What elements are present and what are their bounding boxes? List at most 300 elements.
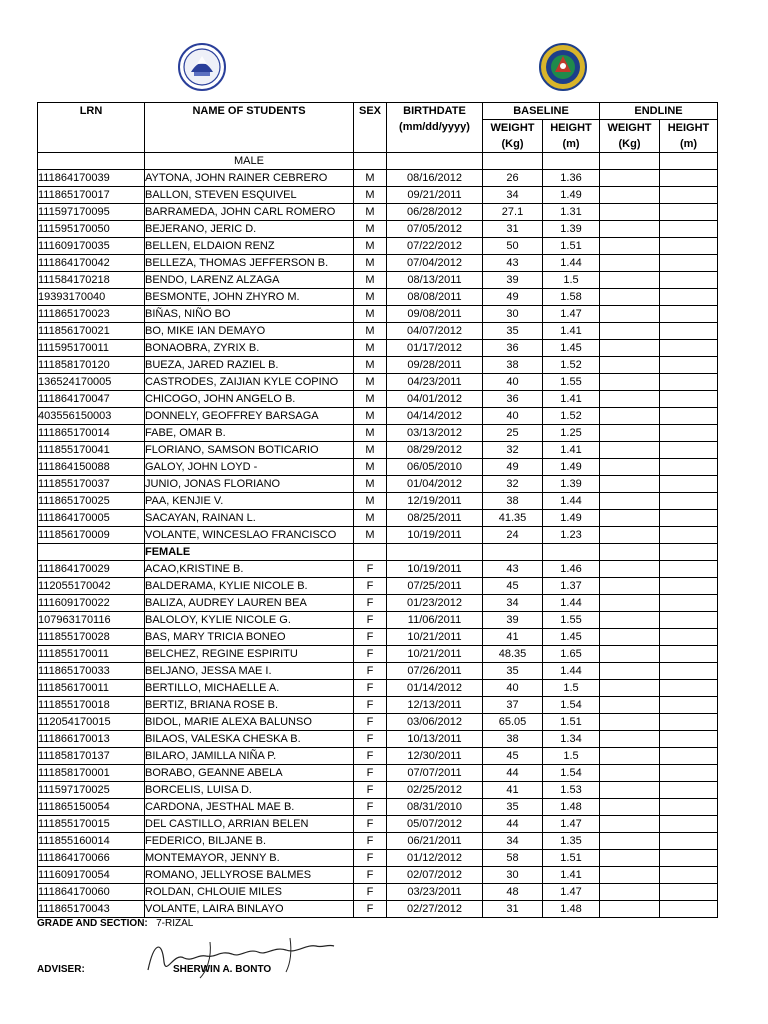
endline-height-cell <box>660 357 718 374</box>
birthdate-cell: 03/13/2012 <box>387 425 483 442</box>
table-row <box>38 272 718 289</box>
student-name-cell: VOLANTE, LAIRA BINLAYO <box>145 901 354 918</box>
header-name: NAME OF STUDENTS <box>145 103 354 153</box>
lrn-cell: 111865170025 <box>38 493 145 510</box>
baseline-weight-cell: 39 <box>483 272 543 289</box>
endline-weight-cell <box>600 493 660 510</box>
student-name-cell: BERTIZ, BRIANA ROSE B. <box>145 697 354 714</box>
baseline-weight-cell: 48.35 <box>483 646 543 663</box>
endline-weight-cell <box>600 204 660 221</box>
student-name-cell: BARRAMEDA, JOHN CARL ROMERO <box>145 204 354 221</box>
table-row <box>38 204 718 221</box>
birthdate-cell: 01/17/2012 <box>387 340 483 357</box>
endline-weight-cell <box>600 527 660 544</box>
lrn-cell: 111864150088 <box>38 459 145 476</box>
baseline-height-cell: 1.58 <box>543 289 600 306</box>
endline-height-cell <box>660 799 718 816</box>
student-name-cell: BIDOL, MARIE ALEXA BALUNSO <box>145 714 354 731</box>
birthdate-cell: 04/23/2011 <box>387 374 483 391</box>
baseline-height-cell: 1.41 <box>543 391 600 408</box>
endline-weight-cell <box>600 714 660 731</box>
endline-weight-cell <box>600 323 660 340</box>
baseline-weight-cell: 25 <box>483 425 543 442</box>
baseline-height-cell: 1.44 <box>543 493 600 510</box>
table-row <box>38 867 718 884</box>
baseline-height-cell: 1.31 <box>543 204 600 221</box>
lrn-cell: 111609170035 <box>38 238 145 255</box>
sex-cell: M <box>354 340 387 357</box>
baseline-height-cell: 1.46 <box>543 561 600 578</box>
baseline-weight-cell: 41.35 <box>483 510 543 527</box>
birthdate-cell: 03/06/2012 <box>387 714 483 731</box>
roster-body <box>38 153 718 918</box>
lrn-cell: 111856170009 <box>38 527 145 544</box>
student-name-cell: BORCELIS, LUISA D. <box>145 782 354 799</box>
student-name-cell: DONNELY, GEOFFREY BARSAGA <box>145 408 354 425</box>
grade-section-label: GRADE AND SECTION: <box>37 918 148 929</box>
baseline-weight-cell: 36 <box>483 340 543 357</box>
baseline-weight-cell: 27.1 <box>483 204 543 221</box>
table-row <box>38 782 718 799</box>
header-baseline-height <box>543 120 600 153</box>
table-row <box>38 170 718 187</box>
birthdate-cell: 04/14/2012 <box>387 408 483 425</box>
baseline-height-cell: 1.54 <box>543 697 600 714</box>
sex-cell: M <box>354 527 387 544</box>
sex-cell: M <box>354 493 387 510</box>
lrn-cell: 107963170116 <box>38 612 145 629</box>
birthdate-cell: 06/05/2010 <box>387 459 483 476</box>
header-baseline-weight <box>483 120 543 153</box>
endline-weight-cell <box>600 476 660 493</box>
lrn-cell: 111856170011 <box>38 680 145 697</box>
endline-height-cell <box>660 442 718 459</box>
lrn-cell: 111866170013 <box>38 731 145 748</box>
birthdate-cell: 07/26/2011 <box>387 663 483 680</box>
table-row <box>38 714 718 731</box>
endline-height-cell <box>660 187 718 204</box>
lrn-cell: 111865170033 <box>38 663 145 680</box>
birthdate-cell: 08/13/2011 <box>387 272 483 289</box>
birthdate-cell: 03/23/2011 <box>387 884 483 901</box>
lrn-cell: 111864170039 <box>38 170 145 187</box>
baseline-weight-cell: 34 <box>483 187 543 204</box>
sex-cell: M <box>354 442 387 459</box>
lrn-cell: 111584170218 <box>38 272 145 289</box>
student-name-cell: JUNIO, JONAS FLORIANO <box>145 476 354 493</box>
table-row <box>38 816 718 833</box>
table-row <box>38 255 718 272</box>
height-unit: (m) <box>562 138 580 150</box>
baseline-weight-cell: 43 <box>483 561 543 578</box>
birthdate-cell: 07/04/2012 <box>387 255 483 272</box>
endline-weight-cell <box>600 391 660 408</box>
endline-weight-cell <box>600 238 660 255</box>
lrn-cell: 111855170028 <box>38 629 145 646</box>
endline-weight-cell <box>600 646 660 663</box>
endline-height-cell <box>660 867 718 884</box>
student-name-cell: FEDERICO, BILJANE B. <box>145 833 354 850</box>
table-row <box>38 680 718 697</box>
lrn-cell: 111858170137 <box>38 748 145 765</box>
table-row <box>38 306 718 323</box>
sex-cell: M <box>354 425 387 442</box>
sex-cell: F <box>354 697 387 714</box>
endline-height-cell <box>660 459 718 476</box>
endline-height-cell <box>660 731 718 748</box>
birthdate-cell: 06/28/2012 <box>387 204 483 221</box>
baseline-height-cell: 1.34 <box>543 731 600 748</box>
baseline-weight-cell: 40 <box>483 408 543 425</box>
table-row <box>38 731 718 748</box>
baseline-weight-cell: 43 <box>483 255 543 272</box>
weight-unit: (Kg) <box>618 138 641 150</box>
endline-weight-cell <box>600 731 660 748</box>
adviser-name: SHERWIN A. BONTO <box>173 964 272 975</box>
endline-height-cell <box>660 204 718 221</box>
baseline-weight-cell: 44 <box>483 816 543 833</box>
sex-cell: F <box>354 884 387 901</box>
endline-height-cell <box>660 765 718 782</box>
baseline-weight-cell: 40 <box>483 680 543 697</box>
sex-cell: M <box>354 476 387 493</box>
endline-height-cell <box>660 170 718 187</box>
sex-cell: M <box>354 272 387 289</box>
endline-weight-cell <box>600 510 660 527</box>
baseline-weight-cell: 50 <box>483 238 543 255</box>
female-section-label: FEMALE <box>145 544 354 561</box>
endline-height-cell <box>660 255 718 272</box>
sex-cell: F <box>354 901 387 918</box>
baseline-weight-cell: 49 <box>483 289 543 306</box>
student-name-cell: GALOY, JOHN LOYD - <box>145 459 354 476</box>
baseline-height-cell: 1.5 <box>543 272 600 289</box>
header-endline: ENDLINE <box>600 103 718 120</box>
lrn-cell: 111855160014 <box>38 833 145 850</box>
empty-cell <box>38 544 145 561</box>
baseline-height-cell: 1.45 <box>543 629 600 646</box>
endline-weight-cell <box>600 408 660 425</box>
endline-height-cell <box>660 833 718 850</box>
lrn-cell: 111855170015 <box>38 816 145 833</box>
endline-weight-cell <box>600 867 660 884</box>
table-row <box>38 612 718 629</box>
birthdate-cell: 08/25/2011 <box>387 510 483 527</box>
table-row <box>38 357 718 374</box>
baseline-weight-cell: 39 <box>483 612 543 629</box>
lrn-cell: 111856170021 <box>38 323 145 340</box>
header-birthdate <box>387 103 483 153</box>
empty-cell <box>354 153 387 170</box>
endline-weight-cell <box>600 697 660 714</box>
empty-cell <box>660 544 718 561</box>
sex-cell: F <box>354 561 387 578</box>
endline-weight-cell <box>600 765 660 782</box>
header-birthdate-format: (mm/dd/yyyy) <box>399 121 470 133</box>
baseline-weight-cell: 45 <box>483 748 543 765</box>
baseline-height-cell: 1.49 <box>543 187 600 204</box>
baseline-weight-cell: 49 <box>483 459 543 476</box>
endline-height-cell <box>660 408 718 425</box>
endline-weight-cell <box>600 425 660 442</box>
lrn-cell: 111855170011 <box>38 646 145 663</box>
student-name-cell: BILAOS, VALESKA CHESKA B. <box>145 731 354 748</box>
lrn-cell: 112055170042 <box>38 578 145 595</box>
table-row <box>38 340 718 357</box>
endline-weight-cell <box>600 187 660 204</box>
sex-cell: F <box>354 731 387 748</box>
table-row <box>38 391 718 408</box>
deped-seal-icon <box>177 42 227 92</box>
birthdate-cell: 01/14/2012 <box>387 680 483 697</box>
student-name-cell: BALDERAMA, KYLIE NICOLE B. <box>145 578 354 595</box>
table-row <box>38 561 718 578</box>
empty-cell <box>543 544 600 561</box>
baseline-weight-cell: 38 <box>483 357 543 374</box>
endline-height-cell <box>660 340 718 357</box>
sex-cell: F <box>354 816 387 833</box>
endline-height-cell <box>660 425 718 442</box>
endline-weight-cell <box>600 680 660 697</box>
height-label: HEIGHT <box>550 122 592 134</box>
endline-weight-cell <box>600 442 660 459</box>
table-row <box>38 442 718 459</box>
student-name-cell: BELCHEZ, REGINE ESPIRITU <box>145 646 354 663</box>
baseline-height-cell: 1.47 <box>543 884 600 901</box>
endline-height-cell <box>660 578 718 595</box>
empty-cell <box>354 544 387 561</box>
lrn-cell: 111597170025 <box>38 782 145 799</box>
birthdate-cell: 02/07/2012 <box>387 867 483 884</box>
table-row <box>38 799 718 816</box>
female-section-row <box>38 544 718 561</box>
height-unit: (m) <box>679 138 698 150</box>
height-label: HEIGHT <box>667 122 710 134</box>
endline-height-cell <box>660 595 718 612</box>
sex-cell: M <box>354 221 387 238</box>
sex-cell: F <box>354 629 387 646</box>
empty-cell <box>483 153 543 170</box>
empty-cell <box>387 544 483 561</box>
baseline-height-cell: 1.39 <box>543 476 600 493</box>
student-name-cell: AYTONA, JOHN RAINER CEBRERO <box>145 170 354 187</box>
student-name-cell: BENDO, LARENZ ALZAGA <box>145 272 354 289</box>
endline-weight-cell <box>600 833 660 850</box>
student-name-cell: BUEZA, JARED RAZIEL B. <box>145 357 354 374</box>
table-row <box>38 374 718 391</box>
sex-cell: M <box>354 255 387 272</box>
student-name-cell: BESMONTE, JOHN ZHYRO M. <box>145 289 354 306</box>
header-birthdate-label: BIRTHDATE <box>403 105 466 117</box>
weight-label: WEIGHT <box>490 122 535 134</box>
baseline-height-cell: 1.39 <box>543 221 600 238</box>
sex-cell: F <box>354 833 387 850</box>
header-endline-weight <box>600 120 660 153</box>
endline-weight-cell <box>600 816 660 833</box>
endline-height-cell <box>660 527 718 544</box>
table-row <box>38 408 718 425</box>
lrn-cell: 111864170029 <box>38 561 145 578</box>
baseline-height-cell: 1.51 <box>543 850 600 867</box>
baseline-height-cell: 1.25 <box>543 425 600 442</box>
endline-weight-cell <box>600 459 660 476</box>
endline-weight-cell <box>600 629 660 646</box>
grade-and-section <box>37 918 193 929</box>
table-row <box>38 833 718 850</box>
endline-height-cell <box>660 323 718 340</box>
student-name-cell: BIÑAS, NIÑO BO <box>145 306 354 323</box>
baseline-weight-cell: 31 <box>483 901 543 918</box>
birthdate-cell: 12/30/2011 <box>387 748 483 765</box>
lrn-cell: 111865170043 <box>38 901 145 918</box>
sex-cell: F <box>354 714 387 731</box>
baseline-height-cell: 1.41 <box>543 442 600 459</box>
endline-weight-cell <box>600 612 660 629</box>
endline-weight-cell <box>600 663 660 680</box>
table-row <box>38 646 718 663</box>
baseline-height-cell: 1.37 <box>543 578 600 595</box>
baseline-height-cell: 1.36 <box>543 170 600 187</box>
baseline-height-cell: 1.44 <box>543 663 600 680</box>
endline-height-cell <box>660 374 718 391</box>
lrn-cell: 111865170014 <box>38 425 145 442</box>
sex-cell: F <box>354 748 387 765</box>
sex-cell: M <box>354 204 387 221</box>
birthdate-cell: 10/13/2011 <box>387 731 483 748</box>
baseline-weight-cell: 32 <box>483 442 543 459</box>
baseline-height-cell: 1.23 <box>543 527 600 544</box>
lrn-cell: 111595170050 <box>38 221 145 238</box>
baseline-weight-cell: 30 <box>483 867 543 884</box>
endline-height-cell <box>660 646 718 663</box>
endline-height-cell <box>660 391 718 408</box>
lrn-cell: 19393170040 <box>38 289 145 306</box>
sex-cell: M <box>354 510 387 527</box>
student-name-cell: BELLEZA, THOMAS JEFFERSON B. <box>145 255 354 272</box>
sex-cell: M <box>354 323 387 340</box>
sex-cell: F <box>354 595 387 612</box>
birthdate-cell: 01/12/2012 <box>387 850 483 867</box>
male-section-row <box>38 153 718 170</box>
endline-weight-cell <box>600 850 660 867</box>
baseline-weight-cell: 38 <box>483 731 543 748</box>
student-name-cell: BO, MIKE IAN DEMAYO <box>145 323 354 340</box>
birthdate-cell: 11/06/2011 <box>387 612 483 629</box>
table-row <box>38 663 718 680</box>
endline-height-cell <box>660 816 718 833</box>
sex-cell: F <box>354 646 387 663</box>
endline-height-cell <box>660 272 718 289</box>
baseline-height-cell: 1.51 <box>543 238 600 255</box>
student-name-cell: BALLON, STEVEN ESQUIVEL <box>145 187 354 204</box>
birthdate-cell: 04/07/2012 <box>387 323 483 340</box>
baseline-height-cell: 1.54 <box>543 765 600 782</box>
endline-height-cell <box>660 714 718 731</box>
baseline-height-cell: 1.41 <box>543 323 600 340</box>
baseline-weight-cell: 31 <box>483 221 543 238</box>
empty-cell <box>543 153 600 170</box>
sex-cell: F <box>354 663 387 680</box>
birthdate-cell: 10/21/2011 <box>387 629 483 646</box>
endline-weight-cell <box>600 799 660 816</box>
student-name-cell: CASTRODES, ZAIJIAN KYLE COPINO <box>145 374 354 391</box>
endline-weight-cell <box>600 901 660 918</box>
student-name-cell: BELJANO, JESSA MAE I. <box>145 663 354 680</box>
baseline-weight-cell: 38 <box>483 493 543 510</box>
endline-weight-cell <box>600 306 660 323</box>
student-name-cell: BALIZA, AUDREY LAUREN BEA <box>145 595 354 612</box>
baseline-weight-cell: 35 <box>483 799 543 816</box>
student-name-cell: BEJERANO, JERIC D. <box>145 221 354 238</box>
birthdate-cell: 01/23/2012 <box>387 595 483 612</box>
student-name-cell: ACAO,KRISTINE B. <box>145 561 354 578</box>
empty-cell <box>38 153 145 170</box>
birthdate-cell: 12/13/2011 <box>387 697 483 714</box>
birthdate-cell: 10/21/2011 <box>387 646 483 663</box>
endline-height-cell <box>660 238 718 255</box>
sex-cell: F <box>354 799 387 816</box>
student-name-cell: ROLDAN, CHLOUIE MILES <box>145 884 354 901</box>
baseline-height-cell: 1.41 <box>543 867 600 884</box>
baseline-height-cell: 1.55 <box>543 374 600 391</box>
endline-height-cell <box>660 476 718 493</box>
sex-cell: F <box>354 680 387 697</box>
table-row <box>38 493 718 510</box>
table-row <box>38 850 718 867</box>
student-name-cell: ROMANO, JELLYROSE BALMES <box>145 867 354 884</box>
birthdate-cell: 01/04/2012 <box>387 476 483 493</box>
endline-weight-cell <box>600 561 660 578</box>
endline-weight-cell <box>600 884 660 901</box>
student-name-cell: BERTILLO, MICHAELLE A. <box>145 680 354 697</box>
baseline-weight-cell: 36 <box>483 391 543 408</box>
lrn-cell: 111858170001 <box>38 765 145 782</box>
table-row <box>38 884 718 901</box>
table-row <box>38 476 718 493</box>
lrn-cell: 111597170095 <box>38 204 145 221</box>
baseline-height-cell: 1.49 <box>543 459 600 476</box>
birthdate-cell: 07/07/2011 <box>387 765 483 782</box>
endline-weight-cell <box>600 357 660 374</box>
baseline-height-cell: 1.52 <box>543 357 600 374</box>
endline-weight-cell <box>600 340 660 357</box>
sex-cell: M <box>354 374 387 391</box>
sex-cell: M <box>354 187 387 204</box>
endline-weight-cell <box>600 289 660 306</box>
endline-weight-cell <box>600 374 660 391</box>
sex-cell: M <box>354 170 387 187</box>
birthdate-cell: 07/05/2012 <box>387 221 483 238</box>
lrn-cell: 136524170005 <box>38 374 145 391</box>
table-row <box>38 527 718 544</box>
baseline-weight-cell: 35 <box>483 663 543 680</box>
sex-cell: M <box>354 391 387 408</box>
endline-height-cell <box>660 493 718 510</box>
endline-height-cell <box>660 901 718 918</box>
lrn-cell: 111595170011 <box>38 340 145 357</box>
baseline-height-cell: 1.55 <box>543 612 600 629</box>
lrn-cell: 111609170022 <box>38 595 145 612</box>
student-name-cell: FLORIANO, SAMSON BOTICARIO <box>145 442 354 459</box>
empty-cell <box>660 153 718 170</box>
endline-height-cell <box>660 221 718 238</box>
endline-weight-cell <box>600 272 660 289</box>
sex-cell: F <box>354 612 387 629</box>
grade-section-value: 7-RIZAL <box>156 918 194 929</box>
lrn-cell: 403556150003 <box>38 408 145 425</box>
sex-cell: F <box>354 765 387 782</box>
endline-weight-cell <box>600 255 660 272</box>
